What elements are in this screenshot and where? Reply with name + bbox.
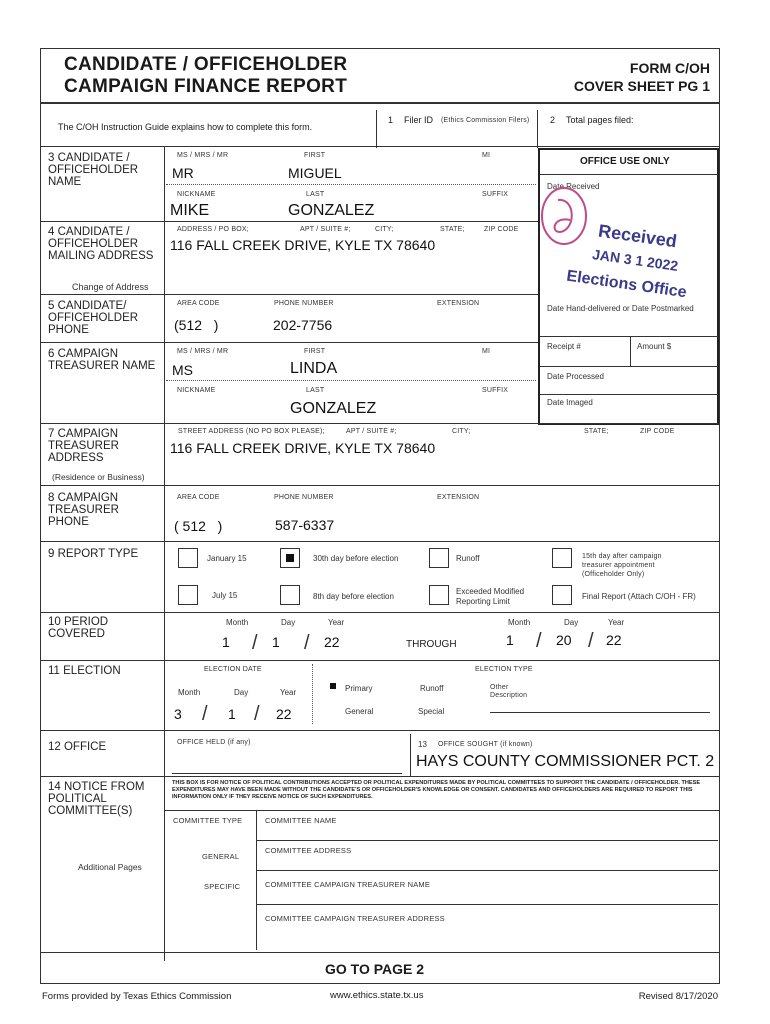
ms-label: MS / MRS / MR xyxy=(177,152,229,159)
treasurer-last-value: GONZALEZ xyxy=(290,400,377,417)
field-line xyxy=(256,870,718,871)
committee-notice-text: THIS BOX IS FOR NOTICE OF POLITICAL CONTRIBUTIONS ACCEPTED OR POLITICAL EXPENDITURES MADE BY POLITICAL COMMITTEES TO SUPPORT THE CANDIDATE / OFFICEHOLDER. THESE EXPENDITURES MAY HAVE BEEN MADE WITHOUT THE CANDIDATE'S OR OFFICEHOLDER'S KNOWLEDGE OR CONSENT. CANDIDATES AND OFFICEHOLDERS ARE REQUIRED TO REPORT THIS INFORMATION ONLY IF THEY RECEIVE NOTICE OF SUCH EXPENDITURES. xyxy=(172,780,701,800)
period-to-day: 20 xyxy=(556,632,572,648)
section-14-label: 14 NOTICE FROM POLITICAL COMMITTEE(S) xyxy=(48,781,145,817)
election-date-label: ELECTION DATE xyxy=(204,666,262,673)
committee-treasurer-name-label: COMMITTEE CAMPAIGN TREASURER NAME xyxy=(265,880,431,889)
section-11-label: 11 ELECTION xyxy=(48,665,121,677)
checkbox-july-15[interactable] xyxy=(178,585,198,605)
other-description-line xyxy=(490,712,710,713)
amount-label: Amount $ xyxy=(637,342,672,351)
suffix-label: SUFFIX xyxy=(482,191,509,198)
month-label: Month xyxy=(226,618,249,627)
option-final-report: Final Report (Attach C/OH - FR) xyxy=(582,592,696,601)
office-use-line xyxy=(540,336,718,337)
zip-label: ZIP CODE xyxy=(640,428,675,435)
divider xyxy=(376,110,377,148)
section-4-label: 4 CANDIDATE / OFFICEHOLDER MAILING ADDRESS xyxy=(48,226,154,262)
frame-top xyxy=(40,48,720,49)
form-title-line2: CAMPAIGN FINANCE REPORT xyxy=(64,76,348,97)
state-label: STATE; xyxy=(440,226,465,233)
office-sought-label: OFFICE SOUGHT (if known) xyxy=(438,741,533,748)
notice-divider xyxy=(164,810,720,811)
election-month-value: 3 xyxy=(174,706,182,722)
treasurer-first-value: LINDA xyxy=(290,360,338,377)
section-8-label: 8 CAMPAIGN TREASURER PHONE xyxy=(48,492,119,528)
election-type-special[interactable]: Special xyxy=(418,707,445,716)
section-divider xyxy=(40,294,538,295)
date-separator: / xyxy=(588,630,594,652)
checkbox-january-15[interactable] xyxy=(178,548,198,568)
footer-revised: Revised 8/17/2020 xyxy=(638,991,718,1002)
street-address-label: STREET ADDRESS (NO PO BOX PLEASE); xyxy=(178,428,325,435)
checkbox-final-report[interactable] xyxy=(552,585,572,605)
field-line xyxy=(256,904,718,905)
committee-treasurer-address-label: COMMITTEE CAMPAIGN TREASURER ADDRESS xyxy=(265,914,445,923)
day-label: Day xyxy=(281,618,296,627)
office-use-line xyxy=(540,366,718,367)
election-year-value: 22 xyxy=(276,706,292,722)
date-received-label: Date Received xyxy=(547,182,600,191)
area-code-label: AREA CODE xyxy=(177,494,220,501)
section-divider xyxy=(40,423,720,424)
section-divider xyxy=(40,730,720,731)
office-use-title: OFFICE USE ONLY xyxy=(580,156,670,167)
treasurer-address-value: 116 FALL CREEK DRIVE, KYLE TX 78640 xyxy=(170,440,436,456)
mi-label: MI xyxy=(482,152,491,159)
month-label: Month xyxy=(508,618,531,627)
divider xyxy=(410,734,411,776)
candidate-area-code-value: (512 ) xyxy=(174,317,219,333)
section-5-label: 5 CANDIDATE/ OFFICEHOLDER PHONE xyxy=(48,300,139,336)
handwritten-circle-icon xyxy=(536,180,596,250)
period-from-year: 22 xyxy=(324,634,340,650)
period-from-day: 1 xyxy=(272,634,280,650)
frame-left xyxy=(40,48,41,983)
form-title-line1: CANDIDATE / OFFICEHOLDER xyxy=(64,54,348,75)
office-sought-value: HAYS COUNTY COMMISSIONER PCT. 2 xyxy=(416,753,715,770)
section-6-label: 6 CAMPAIGN TREASURER NAME xyxy=(48,348,156,372)
date-separator: / xyxy=(202,703,208,725)
committee-type-specific: SPECIFIC xyxy=(204,882,241,891)
section-divider xyxy=(40,485,720,486)
election-type-general[interactable]: General xyxy=(345,707,374,716)
dotted-line xyxy=(166,184,536,185)
nickname-label: NICKNAME xyxy=(177,387,216,394)
area-code-label: AREA CODE xyxy=(177,300,220,307)
primary-selected-icon xyxy=(330,683,336,689)
date-imaged-label: Date Imaged xyxy=(547,398,593,407)
footer-website[interactable]: www.ethics.state.tx.us xyxy=(330,990,424,1001)
date-separator: / xyxy=(252,632,258,654)
change-of-address-label: Change of Address xyxy=(72,282,149,292)
phone-number-label: PHONE NUMBER xyxy=(274,300,334,307)
candidate-first-value: MIGUEL xyxy=(288,165,342,181)
office-held-line xyxy=(172,773,402,774)
receipt-label: Receipt # xyxy=(547,342,581,351)
address-label: ADDRESS / PO BOX; xyxy=(177,226,249,233)
label-column-divider xyxy=(164,146,165,961)
committee-address-label: COMMITTEE ADDRESS xyxy=(265,846,352,855)
nickname-label: NICKNAME xyxy=(177,191,216,198)
stamp-received: Received xyxy=(597,220,679,252)
mi-label: MI xyxy=(482,348,491,355)
year-label: Year xyxy=(328,618,345,627)
option-july-15: July 15 xyxy=(212,591,238,600)
instructions-text: The C/OH Instruction Guide explains how to complete this form. xyxy=(58,122,313,132)
section-7-label: 7 CAMPAIGN TREASURER ADDRESS xyxy=(48,428,119,464)
divider xyxy=(630,336,631,366)
option-runoff: Runoff xyxy=(456,554,480,563)
election-type-label: ELECTION TYPE xyxy=(475,666,533,673)
section-divider xyxy=(40,612,720,613)
office-held-label: OFFICE HELD (if any) xyxy=(177,739,251,746)
footer-provider: Forms provided by Texas Ethics Commission xyxy=(42,991,232,1002)
period-from-month: 1 xyxy=(222,634,230,650)
candidate-nickname-value: MIKE xyxy=(170,202,210,219)
office-use-line xyxy=(540,394,718,395)
committee-type-label: COMMITTEE TYPE xyxy=(173,816,243,825)
date-separator: / xyxy=(254,703,260,725)
header-divider xyxy=(40,102,720,104)
checkbox-8th-day[interactable] xyxy=(280,585,300,605)
apt-label: APT / SUITE #; xyxy=(346,428,397,435)
additional-pages-label: Additional Pages xyxy=(78,862,142,872)
treasurer-phone-value: 587-6337 xyxy=(275,517,335,533)
residence-or-business: (Residence or Business) xyxy=(52,472,145,482)
frame-bottom xyxy=(40,983,720,984)
zip-label: ZIP CODE xyxy=(484,226,519,233)
election-type-primary[interactable]: Primary xyxy=(345,684,373,693)
state-label: STATE; xyxy=(584,428,609,435)
date-separator: / xyxy=(304,632,310,654)
last-label: LAST xyxy=(306,191,325,198)
section-3-label: 3 CANDIDATE / OFFICEHOLDER NAME xyxy=(48,152,139,188)
section-divider xyxy=(40,660,720,661)
option-exceeded-limit: Exceeded Modified Reporting Limit xyxy=(456,587,525,606)
dotted-line xyxy=(166,380,536,381)
divider xyxy=(256,810,257,950)
phone-number-label: PHONE NUMBER xyxy=(274,494,334,501)
divider xyxy=(537,110,538,148)
day-label: Day xyxy=(564,618,579,627)
stamp-date: JAN 3 1 2022 xyxy=(591,246,680,274)
committee-name-label: COMMITTEE NAME xyxy=(265,816,337,825)
day-label: Day xyxy=(234,688,249,697)
candidate-title-value: MR xyxy=(172,165,194,181)
checkbox-15th-day[interactable] xyxy=(552,548,572,568)
option-january-15: January 15 xyxy=(207,554,247,563)
filer-id-label: Filer ID xyxy=(404,115,433,125)
frame-right xyxy=(719,48,720,983)
divider xyxy=(312,664,313,724)
date-separator: / xyxy=(536,630,542,652)
election-type-other[interactable]: Other Description xyxy=(490,684,528,699)
total-pages-label: Total pages filed: xyxy=(566,115,634,125)
office-use-line xyxy=(540,174,718,175)
section-divider xyxy=(40,221,538,222)
treasurer-area-code-value: ( 512 ) xyxy=(174,518,223,534)
total-pages-num: 2 xyxy=(550,115,556,125)
section-12-label: 12 OFFICE xyxy=(48,741,107,753)
checkbox-exceeded-limit[interactable] xyxy=(429,585,449,605)
committee-type-general: GENERAL xyxy=(202,852,240,861)
stamp-elections-office: Elections Office xyxy=(565,267,688,302)
option-15th-day: 15th day after campaign treasurer appointment (Officeholder Only) xyxy=(582,553,662,578)
go-to-page-2: GO TO PAGE 2 xyxy=(325,961,425,977)
suffix-label: SUFFIX xyxy=(482,387,509,394)
section-13-num: 13 xyxy=(418,740,427,749)
section-divider xyxy=(40,146,720,147)
year-label: Year xyxy=(608,618,625,627)
form-id: FORM C/OH xyxy=(629,60,710,76)
checkbox-runoff[interactable] xyxy=(429,548,449,568)
candidate-address-value: 116 FALL CREEK DRIVE, KYLE TX 78640 xyxy=(170,237,436,253)
city-label: CITY; xyxy=(375,226,394,233)
option-8th-day: 8th day before election xyxy=(313,592,394,601)
ms-label: MS / MRS / MR xyxy=(177,348,229,355)
first-label: FIRST xyxy=(304,348,326,355)
cover-sheet-label: COVER SHEET PG 1 xyxy=(573,78,710,94)
candidate-last-value: GONZALEZ xyxy=(288,202,375,219)
year-label: Year xyxy=(280,688,297,697)
last-label: LAST xyxy=(306,387,325,394)
election-day-value: 1 xyxy=(228,706,236,722)
section-9-label: 9 REPORT TYPE xyxy=(48,548,139,560)
filer-id-num: 1 xyxy=(388,115,394,125)
treasurer-title-value: MS xyxy=(172,362,193,378)
section-10-label: 10 PERIOD COVERED xyxy=(48,616,109,640)
first-label: FIRST xyxy=(304,152,326,159)
date-processed-label: Date Processed xyxy=(547,372,604,381)
city-label: CITY; xyxy=(452,428,471,435)
section-divider xyxy=(40,776,720,777)
hand-delivered-label: Date Hand-delivered or Date Postmarked xyxy=(547,304,694,313)
election-type-runoff[interactable]: Runoff xyxy=(420,684,444,693)
filer-id-sub: (Ethics Commission Filers) xyxy=(441,117,530,124)
period-to-year: 22 xyxy=(606,632,622,648)
section-divider xyxy=(40,541,720,542)
candidate-phone-value: 202-7756 xyxy=(273,317,333,333)
through-label: THROUGH xyxy=(406,639,457,650)
period-to-month: 1 xyxy=(506,632,514,648)
option-30th-day: 30th day before election xyxy=(313,554,399,563)
extension-label: EXTENSION xyxy=(437,494,480,501)
section-divider xyxy=(40,342,538,343)
extension-label: EXTENSION xyxy=(437,300,480,307)
month-label: Month xyxy=(178,688,201,697)
apt-label: APT / SUITE #; xyxy=(300,226,351,233)
field-line xyxy=(256,840,718,841)
checkbox-30th-day[interactable] xyxy=(280,548,300,568)
section-divider xyxy=(40,952,720,953)
